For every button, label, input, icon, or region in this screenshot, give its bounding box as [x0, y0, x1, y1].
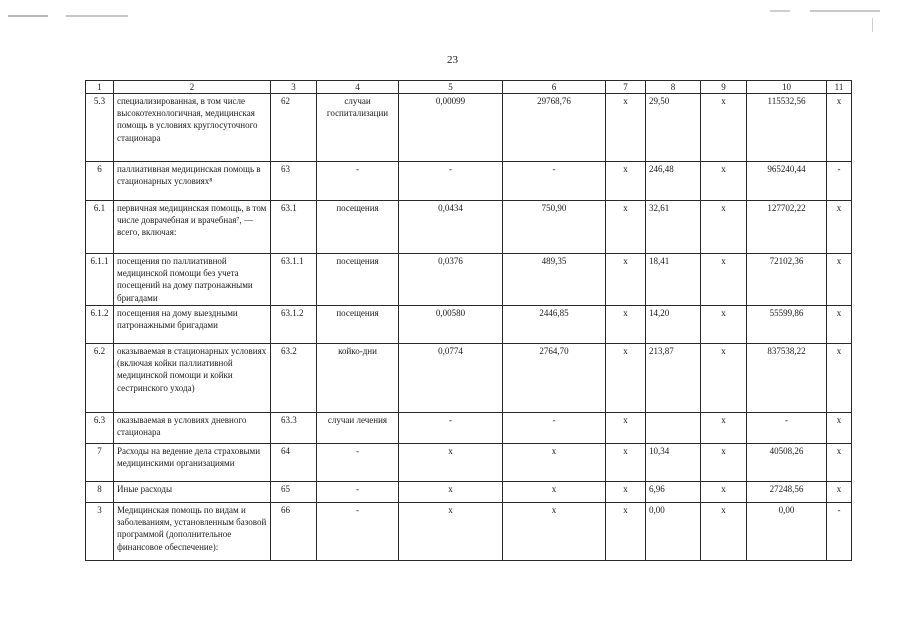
scan-artifact-top-left — [8, 15, 128, 17]
scan-artifact-top-right — [770, 10, 880, 12]
row-number: 6.1.1 — [86, 254, 114, 306]
col-9-value: х — [701, 94, 747, 162]
table-row — [86, 444, 852, 482]
unit-of-measure: случаи лечения — [317, 413, 399, 444]
line-code: 63 — [271, 162, 317, 201]
line-code: 63.1.1 — [271, 254, 317, 306]
per-capita-norm: 213,87 — [646, 344, 701, 413]
col-7-value: х — [606, 482, 646, 503]
unit-of-measure: - — [317, 503, 399, 561]
table-body — [86, 94, 852, 561]
col-11-value: - — [827, 503, 852, 561]
col-7-value: х — [606, 503, 646, 561]
cost-per-unit: - — [503, 162, 606, 201]
col-7-value: х — [606, 306, 646, 344]
column-number: 1 — [86, 81, 114, 94]
unit-of-measure: - — [317, 482, 399, 503]
total-cost: 27248,56 — [747, 482, 827, 503]
total-cost: 72102,36 — [747, 254, 827, 306]
row-description: Медицинская помощь по видам и заболеваниям, установленным базовой программой (дополнительное финансовое обеспечение): — [114, 503, 271, 561]
row-number: 6.3 — [86, 413, 114, 444]
total-cost: 0,00 — [747, 503, 827, 561]
financing-table — [85, 80, 852, 561]
volume-per-person: 0,0376 — [399, 254, 503, 306]
unit-of-measure: койко-дни — [317, 344, 399, 413]
total-cost: 965240,44 — [747, 162, 827, 201]
total-cost: 55599,86 — [747, 306, 827, 344]
table-row — [86, 306, 852, 344]
per-capita-norm — [646, 413, 701, 444]
row-description: посещения по паллиативной медицинской помощи без учета посещений на дому патронажными бригадами — [114, 254, 271, 306]
table-row — [86, 94, 852, 162]
per-capita-norm: 32,61 — [646, 201, 701, 254]
table-row — [86, 503, 852, 561]
line-code: 63.1 — [271, 201, 317, 254]
row-description: оказываемая в стационарных условиях (включая койки паллиативной медицинской помощи и койки сестринского ухода) — [114, 344, 271, 413]
column-number: 9 — [701, 81, 747, 94]
col-9-value: х — [701, 503, 747, 561]
row-number: 6.1.2 — [86, 306, 114, 344]
cost-per-unit: 2446,85 — [503, 306, 606, 344]
line-code: 64 — [271, 444, 317, 482]
column-number-row — [86, 81, 852, 94]
row-number: 5.3 — [86, 94, 114, 162]
row-number: 6.1 — [86, 201, 114, 254]
volume-per-person: - — [399, 413, 503, 444]
unit-of-measure: - — [317, 444, 399, 482]
table-row — [86, 482, 852, 503]
col-11-value: х — [827, 254, 852, 306]
row-description: Расходы на ведение дела страховыми медицинскими организациями — [114, 444, 271, 482]
per-capita-norm: 246,48 — [646, 162, 701, 201]
unit-of-measure: случаи госпитализации — [317, 94, 399, 162]
cost-per-unit: 750,90 — [503, 201, 606, 254]
col-11-value: х — [827, 94, 852, 162]
volume-per-person: х — [399, 503, 503, 561]
per-capita-norm: 0,00 — [646, 503, 701, 561]
row-description: оказываемая в условиях дневного стационара — [114, 413, 271, 444]
volume-per-person: 0,0434 — [399, 201, 503, 254]
cost-per-unit: - — [503, 413, 606, 444]
col-11-value: х — [827, 482, 852, 503]
column-number: 4 — [317, 81, 399, 94]
col-7-value: х — [606, 162, 646, 201]
cost-per-unit: х — [503, 503, 606, 561]
col-9-value: х — [701, 444, 747, 482]
unit-of-measure: посещения — [317, 306, 399, 344]
col-9-value: х — [701, 162, 747, 201]
col-11-value: х — [827, 306, 852, 344]
column-number: 8 — [646, 81, 701, 94]
col-9-value: х — [701, 413, 747, 444]
col-11-value: х — [827, 201, 852, 254]
total-cost: 115532,56 — [747, 94, 827, 162]
per-capita-norm: 29,50 — [646, 94, 701, 162]
table-row — [86, 254, 852, 306]
row-number: 7 — [86, 444, 114, 482]
row-number: 6 — [86, 162, 114, 201]
cost-per-unit: 489,35 — [503, 254, 606, 306]
row-number: 6.2 — [86, 344, 114, 413]
line-code: 63.2 — [271, 344, 317, 413]
volume-per-person: 0,0774 — [399, 344, 503, 413]
col-9-value: х — [701, 306, 747, 344]
col-7-value: х — [606, 201, 646, 254]
col-7-value: х — [606, 344, 646, 413]
row-number: 8 — [86, 482, 114, 503]
unit-of-measure: - — [317, 162, 399, 201]
cost-per-unit: х — [503, 444, 606, 482]
col-11-value: х — [827, 344, 852, 413]
column-number: 3 — [271, 81, 317, 94]
row-description: посещения на дому выездными патронажными бригадами — [114, 306, 271, 344]
per-capita-norm: 14,20 — [646, 306, 701, 344]
row-description: специализированная, в том числе высокотехнологичная, медицинская помощь в условиях круглосуточного стационара — [114, 94, 271, 162]
line-code: 66 — [271, 503, 317, 561]
row-description: Иные расходы — [114, 482, 271, 503]
table-row — [86, 413, 852, 444]
col-7-value: х — [606, 254, 646, 306]
cost-per-unit: 2764,70 — [503, 344, 606, 413]
table-row — [86, 201, 852, 254]
col-9-value: х — [701, 201, 747, 254]
per-capita-norm: 6,96 — [646, 482, 701, 503]
col-7-value: х — [606, 94, 646, 162]
col-9-value: х — [701, 344, 747, 413]
col-11-value: х — [827, 413, 852, 444]
col-11-value: - — [827, 162, 852, 201]
total-cost: - — [747, 413, 827, 444]
row-number: 3 — [86, 503, 114, 561]
volume-per-person: х — [399, 444, 503, 482]
per-capita-norm: 18,41 — [646, 254, 701, 306]
page-number: 23 — [447, 54, 458, 66]
line-code: 65 — [271, 482, 317, 503]
cost-per-unit: 29768,76 — [503, 94, 606, 162]
unit-of-measure: посещения — [317, 254, 399, 306]
column-number: 5 — [399, 81, 503, 94]
line-code: 63.3 — [271, 413, 317, 444]
unit-of-measure: посещения — [317, 201, 399, 254]
line-code: 62 — [271, 94, 317, 162]
row-description: первичная медицинская помощь, в том числе доврачебная и врачебная⁷, — всего, включая: — [114, 201, 271, 254]
scan-artifact-top-right-vertical — [872, 18, 873, 32]
total-cost: 837538,22 — [747, 344, 827, 413]
volume-per-person: - — [399, 162, 503, 201]
table-row — [86, 344, 852, 413]
col-7-value: х — [606, 413, 646, 444]
col-9-value: х — [701, 254, 747, 306]
total-cost: 127702,22 — [747, 201, 827, 254]
volume-per-person: 0,00580 — [399, 306, 503, 344]
cost-per-unit: х — [503, 482, 606, 503]
volume-per-person: х — [399, 482, 503, 503]
table-row — [86, 162, 852, 201]
line-code: 63.1.2 — [271, 306, 317, 344]
col-9-value: х — [701, 482, 747, 503]
column-number: 7 — [606, 81, 646, 94]
total-cost: 40508,26 — [747, 444, 827, 482]
col-7-value: х — [606, 444, 646, 482]
column-number: 11 — [827, 81, 852, 94]
column-number: 6 — [503, 81, 606, 94]
col-11-value: х — [827, 444, 852, 482]
per-capita-norm: 10,34 — [646, 444, 701, 482]
column-number: 2 — [114, 81, 271, 94]
volume-per-person: 0,00099 — [399, 94, 503, 162]
column-number: 10 — [747, 81, 827, 94]
row-description: паллиативная медицинская помощь в стационарных условиях⁸ — [114, 162, 271, 201]
